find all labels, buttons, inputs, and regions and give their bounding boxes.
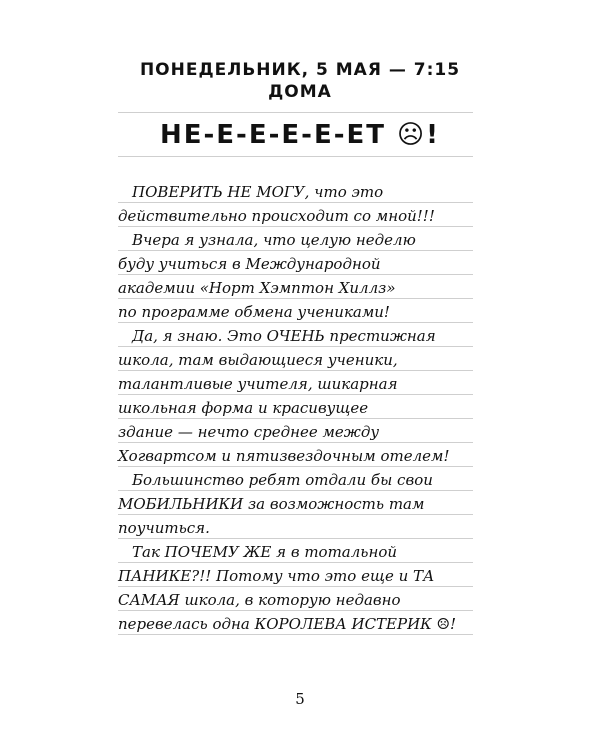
- headline: НЕ-Е-Е-Е-Е-ЕТ ☹!: [159, 120, 441, 150]
- text-line: действительно происходит со мной!!!: [118, 207, 435, 225]
- text-line: буду учиться в Международной: [118, 255, 381, 273]
- text-line: МОБИЛЬНИКИ за возможность там: [118, 495, 425, 513]
- page-number: 5: [295, 690, 305, 708]
- text-line: САМАЯ школа, в которую недавно: [118, 591, 401, 609]
- text-line: здание — нечто среднее между: [118, 423, 380, 441]
- text-line: по программе обмена учениками!: [118, 303, 390, 321]
- text-line: перевелась одна КОРОЛЕВА ИСТЕРИК ☹!: [118, 615, 457, 633]
- text-line: ПОВЕРИТЬ НЕ МОГУ, что это: [132, 183, 384, 201]
- text-line: талантливые учителя, шикарная: [118, 375, 398, 393]
- text-line: школьная форма и красивущее: [118, 399, 369, 417]
- text-line: поучиться.: [118, 519, 210, 537]
- text-line: академии «Норт Хэмптон Хиллз»: [118, 279, 396, 297]
- diary-location-heading: ДОМА: [268, 82, 332, 102]
- ruled-line: [118, 156, 473, 157]
- text-line: Большинство ребят отдали бы свои: [132, 471, 433, 489]
- text-line: школа, там выдающиеся ученики,: [118, 351, 398, 369]
- ruled-line: [118, 112, 473, 113]
- text-line: Так ПОЧЕМУ ЖЕ я в тотальной: [132, 543, 398, 561]
- text-line: ПАНИКЕ?!! Потому что это еще и ТА: [118, 567, 435, 585]
- diary-date-heading: ПОНЕДЕЛЬНИК, 5 МАЯ — 7:15: [139, 60, 461, 80]
- text-line: Хогвартсом и пятизвездочным отелем!: [118, 447, 450, 465]
- text-line: Вчера я узнала, что целую неделю: [132, 231, 416, 249]
- text-line: Да, я знаю. Это ОЧЕНЬ престижная: [132, 327, 436, 345]
